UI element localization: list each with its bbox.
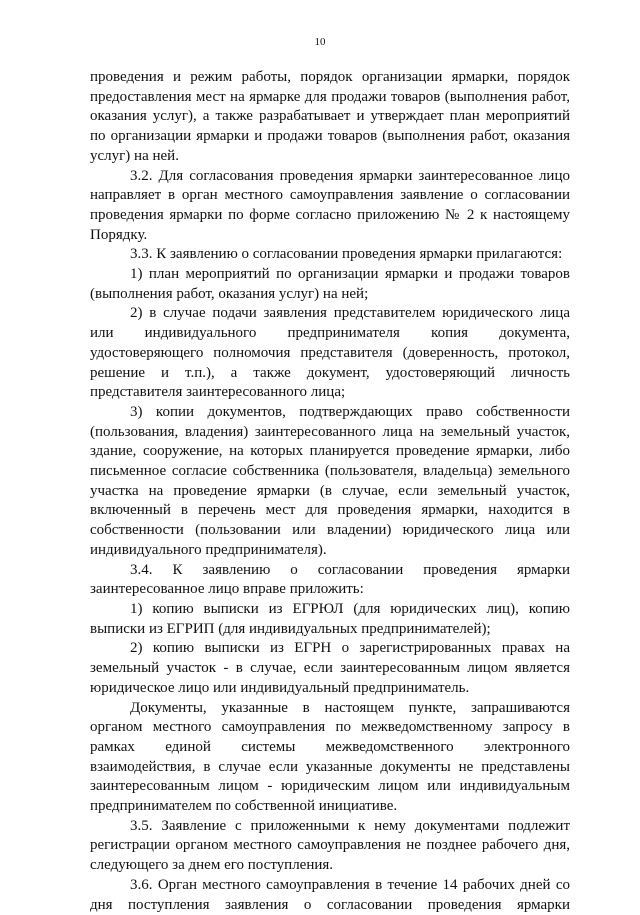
text-line: решение и т.п.), а также документ, удостоверяющий личность: [90, 364, 570, 381]
text-line: 3.4. К заявлению о согласовании проведения ярмарки: [130, 561, 570, 578]
text-line: оказания услуг), а также разрабатывает и утверждает план мероприятий: [90, 108, 570, 125]
text-line: 3) копии документов, подтверждающих право собственности: [130, 403, 570, 420]
text-line: по организации ярмарки и продажи товаров (выполнения работ, оказания: [90, 128, 570, 145]
text-line: заинтересованное лицо вправе приложить:: [90, 581, 364, 598]
text-line: органом местного самоуправления по межведомственному запросу в: [90, 719, 570, 736]
text-line: предоставления мест на ярмарке для продажи товаров (выполнения работ,: [90, 88, 570, 105]
page-number: 10: [314, 36, 326, 48]
text-line: 3.5. Заявление с приложенными к нему документами подлежит: [130, 817, 570, 834]
text-line: удостоверяющего полномочия представителя (доверенность, протокол,: [90, 344, 570, 361]
text-line: 3.2. Для согласования проведения ярмарки заинтересованное лицо: [130, 167, 570, 184]
text-line: регистрации органом местного самоуправления не позднее рабочего дня,: [90, 837, 570, 854]
text-line: 1) план мероприятий по организации ярмарки и продажи товаров: [130, 266, 570, 283]
text-line: собственности (пользовании или владении) юридического лица или: [90, 522, 570, 539]
text-line: 3.6. Орган местного самоуправления в течение 14 рабочих дней со: [130, 876, 570, 893]
text-line: 3.3. К заявлению о согласовании проведения ярмарки прилагаются:: [130, 246, 563, 263]
text-line: юридическое лицо или индивидуальный предприниматель.: [90, 679, 470, 696]
text-line: или индивидуального предпринимателя копия документа,: [90, 325, 570, 342]
text-line: предпринимателем по собственной инициативе.: [90, 798, 398, 815]
text-line: взаимодействия, в случае если указанные документы не представлены: [90, 758, 570, 775]
text-line: представителя заинтересованного лица;: [90, 384, 346, 401]
text-line: включенный в перечень мест для проведения ярмарки, находится в: [90, 502, 570, 519]
text-line: земельный участок - в случае, если заинтересованным лицом является: [90, 660, 570, 677]
text-line: проведения ярмарки по форме согласно приложению № 2 к настоящему: [90, 206, 570, 223]
text-line: проведения и режим работы, порядок организации ярмарки, порядок: [90, 69, 570, 85]
text-line: следующего за днем его поступления.: [90, 857, 334, 874]
text-line: письменное согласие собственника (пользователя, владельца) земельного: [90, 463, 570, 480]
document-body: [90, 68, 570, 915]
text-line: 2) копию выписки из ЕГРН о зарегистрированных правах на: [130, 640, 570, 657]
text-line: (выполнения работ, оказания услуг) на ней;: [90, 285, 369, 302]
text-line: дня поступления заявления о согласовании проведения ярмарки: [90, 896, 570, 913]
text-line: Порядку.: [90, 226, 148, 243]
text-line: участка на проведение ярмарки (в случае, если земельный участок,: [90, 482, 570, 499]
text-line: рамках единой системы межведомственного электронного: [90, 738, 570, 755]
text-line: индивидуального предпринимателя).: [90, 541, 327, 558]
text-line: (пользования, владения) заинтересованного лица на земельный участок,: [90, 423, 570, 440]
text-line: заинтересованным лицом - юридическим лицом или индивидуальным: [90, 778, 570, 795]
text-line: Документы, указанные в настоящем пункте, запрашиваются: [130, 699, 570, 716]
text-line: 2) в случае подачи заявления представителем юридического лица: [130, 305, 570, 322]
text-line: услуг) на ней.: [90, 147, 179, 164]
text-line: здание, сооружение, на которых планируется проведение ярмарки, либо: [90, 443, 570, 460]
text-line: выписки из ЕГРИП (для индивидуальных предпринимателей);: [90, 620, 491, 637]
text-line: направляет в орган местного самоуправления заявление о согласовании: [90, 187, 570, 204]
text-line: 1) копию выписки из ЕГРЮЛ (для юридических лиц), копию: [130, 600, 570, 617]
